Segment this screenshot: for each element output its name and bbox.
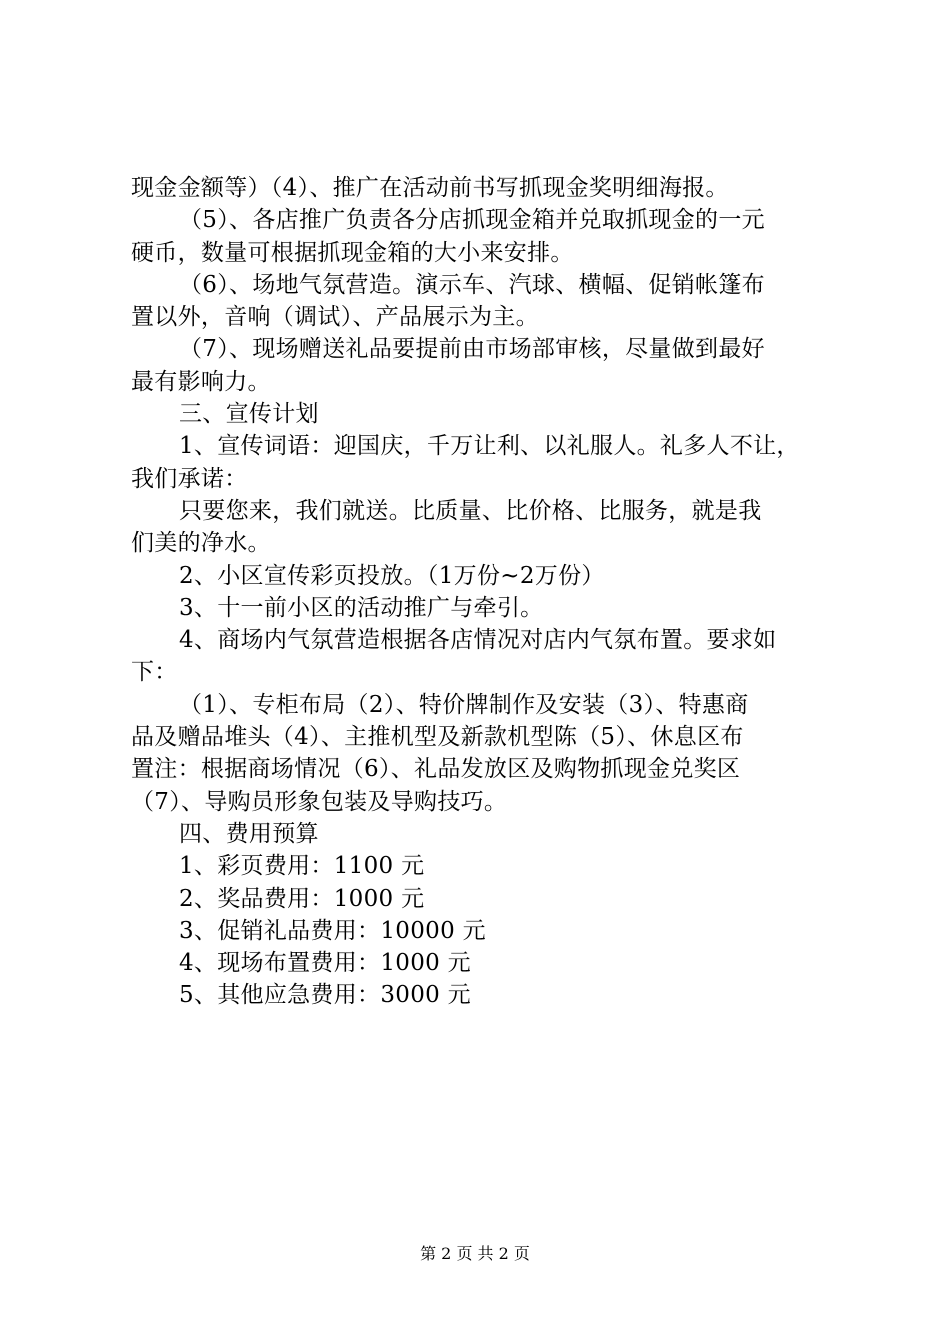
text-line: 3、促销礼品费用：10000 元	[179, 917, 486, 944]
text-line: （5）、各店推广负责各分店抓现金箱并兑取抓现金的一元	[179, 207, 765, 234]
text-line: 3、十一前小区的活动推广与牵引。	[179, 594, 544, 621]
text-line: 5、其他应急费用：3000 元	[179, 982, 471, 1009]
budget-item-5	[131, 979, 831, 1011]
paragraph-8	[131, 560, 831, 592]
text-line: 三、宣传计划	[179, 401, 319, 428]
budget-item-1	[131, 850, 831, 882]
text-line: （7）、导购员形象包装及导购技巧。	[131, 788, 508, 815]
paragraph-3	[131, 269, 831, 334]
paragraph-7	[131, 495, 831, 560]
paragraph-10	[131, 624, 831, 689]
text-line: （6）、场地气氛营造。演示车、汽球、横幅、促销帐篷布	[179, 271, 765, 298]
text-line: 置注：根据商场情况（6）、礼品发放区及购物抓现金兑奖区	[131, 756, 741, 783]
paragraph-4	[131, 333, 831, 398]
text-line: 最有影响力。	[131, 368, 271, 395]
text-line: 现金金额等）（4）、推广在活动前书写抓现金奖明细海报。	[131, 175, 729, 201]
text-line: 们美的净水。	[131, 530, 271, 557]
paragraph-6	[131, 430, 831, 495]
paragraph-9	[131, 592, 831, 624]
paragraph-2	[131, 204, 831, 269]
budget-item-4	[131, 947, 831, 979]
text-line: 我们承诺：	[131, 465, 248, 492]
text-line: 品及赠品堆头（4）、主推机型及新款机型陈（5）、休息区布	[131, 724, 744, 751]
text-line: 只要您来，我们就送。比质量、比价格、比服务，就是我	[179, 497, 762, 524]
text-line: 硬币，数量可根据抓现金箱的大小来安排。	[131, 239, 574, 266]
text-line: 4、现场布置费用：1000 元	[179, 950, 471, 977]
section-heading-budget	[131, 818, 831, 850]
text-line: 1、宣传词语：迎国庆，千万让利、以礼服人。礼多人不让，	[179, 433, 800, 460]
text-line: 置以外，音响（调试）、产品展示为主。	[131, 304, 539, 331]
text-line: （1）、专柜布局（2）、特价牌制作及安装（3）、特惠商	[179, 691, 749, 718]
text-line: （7）、现场赠送礼品要提前由市场部审核，尽量做到最好	[179, 336, 765, 363]
document-body	[131, 172, 831, 1012]
budget-item-2	[131, 883, 831, 915]
paragraph-11	[131, 689, 831, 818]
text-line: 下：	[131, 659, 178, 686]
paragraph-1	[131, 172, 831, 204]
section-heading-publicity-plan	[131, 398, 831, 430]
text-line: 4、商场内气氛营造根据各店情况对店内气氛布置。要求如	[179, 627, 777, 654]
text-line: 2、奖品费用：1000 元	[179, 885, 425, 912]
text-line: 四、费用预算	[179, 820, 319, 847]
text-line: 2、小区宣传彩页投放。（1万份~2万份）	[179, 562, 605, 589]
budget-item-3	[131, 915, 831, 947]
page-number-footer: 第 2 页 共 2 页	[420, 1244, 530, 1263]
text-line: 1、彩页费用：1100 元	[179, 853, 425, 880]
